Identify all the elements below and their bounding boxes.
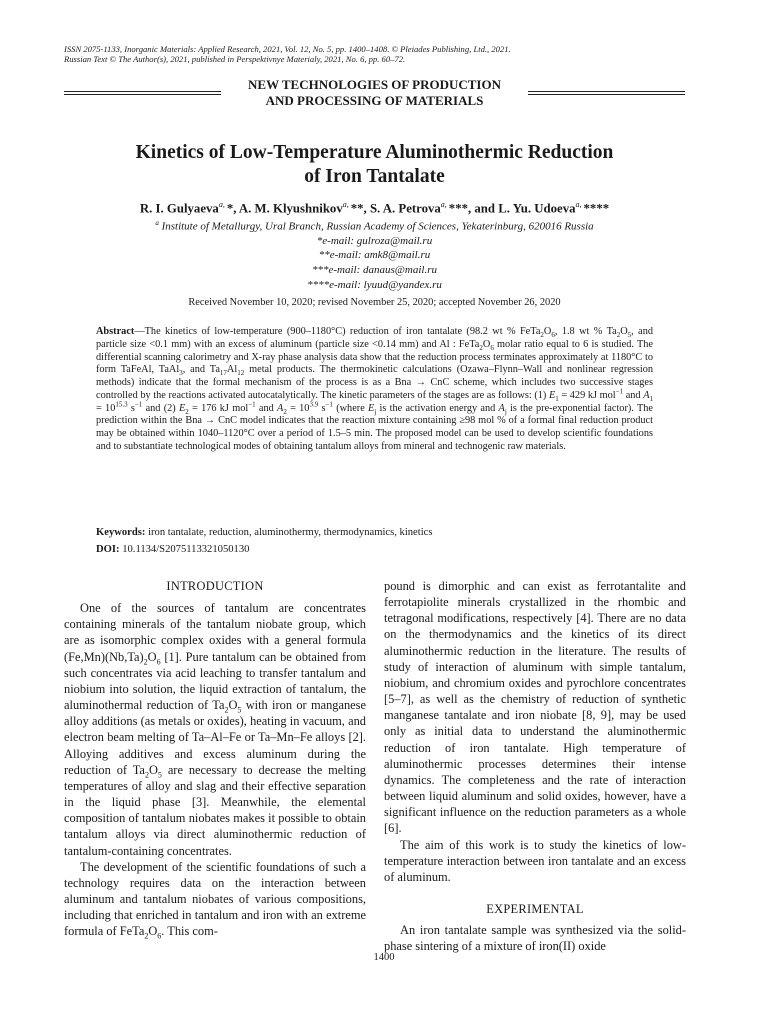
banner-rule-left [64,91,221,95]
abstract-text: (where [332,402,369,414]
paragraph-text: O [148,924,158,939]
email-mark: ***, and [448,201,499,216]
paragraph-text: O [147,649,157,664]
superscript: −1 [325,400,333,409]
article-title-line-1: Kinetics of Low-Temperature Aluminothermic Reduction [135,142,614,163]
doi-value: 10.1134/S2075113321050130 [119,544,250,555]
affiliation-text: Institute of Metallurgy, Ural Branch, Russian Academy of Sciences, Yekaterinburg, 620016 Russia [158,220,594,233]
abstract-text: s [318,402,326,414]
paragraph-text: The development of the scientific foundations of such a technology requires data on the interaction between aluminum and tantalum niobates of various compositions, including that enriched in tantalum and iron with an extreme formula of FeTa [64,859,366,939]
subscript: 2 [224,705,229,715]
math-symbol: A [498,402,505,414]
subscript: 6 [157,931,162,941]
affiliation-mark: a, [440,200,449,209]
abstract-text: = 10 [96,402,116,414]
affiliation-mark: a, [218,200,227,209]
doi-label: DOI: [96,544,120,555]
abstract-text: and [255,402,278,414]
abstract-label: Abstract [96,326,135,337]
subscript: 12 [237,369,245,378]
doi [96,543,653,556]
paragraph-text: [1]. Pure tantalum can be obtained from such concentrates via acid leaching to transfer tantalum and niobium into solution, the liquid extraction of tantalum, the aluminothermal reduction of Ta [64,649,366,713]
affiliation-mark: a [155,219,159,227]
abstract-text: molar ratio equal to 6 is studied. The differential scanning calorimetry and X-ray phase analysis data show that the reduction process terminates approximately at 1180°C to form TaFeAl, TaAl [96,338,653,376]
abstract-text: is the pre-exponential factor). The prediction within the Bna → CnC model indicates that the reaction mixture containing ≥98 mol % of a formal final reduction product may be obtained within 1040–1120°C over a period of 1.5–5 min. The proposed model can be used to develop scientific foundations and to substantiate technological modes of obtaining tantalum alloys from mineral and technogenic raw materials. [96,402,653,452]
abstract-text: , and particle size <0.1 mm) with an excess of aluminum (particle size <0.14 mm) and Al : FeTa [96,326,653,350]
abstract-text: metal products. The thermokinetic calculations (Ozawa–Flynn–Wall and nonlinear regression methods) indicate that the formal mechanism of the process is as a Bna → CnC scheme, which includes two successive stages controlled by the reactions activated autocatalytically. The kinetic parameters of the stages are as follows: (1) [96,364,654,401]
paragraph-text: O [228,698,238,713]
subscript: 2 [144,770,149,780]
abstract [96,326,653,454]
subscript: 5 [157,770,162,780]
author-name: S. A. Petrova [369,201,441,216]
math-symbol: E [178,402,186,414]
abstract-text: Al [226,364,238,376]
subscript: 2 [283,407,287,416]
paragraph-text: . This com- [161,924,218,939]
subscript: 2 [616,331,621,340]
math-symbol: E [368,402,375,414]
subscript: 2 [144,931,149,941]
abstract-text: —The kinetics of low-temperature (900–1180°C) reduction of iron tantalate (98.2 wt % FeTa [134,326,541,337]
superscript: 3.9 [309,400,319,409]
abstract-text: O [543,326,552,337]
keywords-text: iron tantalate, reduction, aluminothermy, thermodynamics, kinetics [145,527,433,538]
banner-rule-right [528,91,685,95]
subscript: 6 [490,343,494,352]
author-email: *e-mail: gulroza@mail.ru [316,235,433,247]
math-symbol: A [643,389,650,401]
abstract-text: = 429 kJ mol [558,389,616,401]
paragraph-text: One of the sources of tantalum are concentrates containing minerals of the tantalum niobate group, which are as isomorphic complex oxides with a general formula (Fe,Mn)(Nb,Ta) [64,601,366,664]
article-title [64,141,685,189]
author-email: ****e-mail: lyuud@yandex.ru [307,279,442,291]
keywords [96,526,653,539]
abstract-text: = 176 kJ mol [188,402,249,414]
paragraph: pound is dimorphic and can exist as ferrotantalite and ferrotapiolite minerals crystallized in the rhombic and tetragonal modifications, respectively [4]. There are no data on the thermodynamics and the kinetics of its direct aluminothermic reduction in the literature. The results of study of interaction of aluminum with simple tantalum, niobium, and chromium oxides and pyrochlore concentrates [5–7], as well as the chemistry of reduction of synthetic manganese tantalate and iron niobate [8, 9], may be used only as initial data to understand the aluminothermic reduction of iron tantalate. High temperature of aluminothermic processes determines their intense dynamics. The completeness and the rate of interaction between liquid aluminum and solid oxides, however, have a significant influence on the reduction parameters as a whole [6]. [384,579,686,836]
abstract-text: O [620,326,628,337]
abstract-text: O [482,338,491,350]
paragraph-text: are necessary to decrease the melting temperatures of alloy and slag and their effective separation in the liquid phase [3]. Meanwhile, the elemental composition of tantalum niobates makes it possible to obtain tantalum alloys via direct aluminothermic reduction of tantalum-containing concentrates. [64,762,366,858]
subscript: 6 [551,331,555,340]
author-name: R. I. Gulyaeva [139,201,219,216]
email-mark: *, [226,201,239,216]
journal-header-line-1: ISSN 2075-1133, Inorganic Materials: Applied Research, 2021, Vol. 12, No. 5, pp. 1400–1408. © Pleiades Publishing, Ltd., 2021. [64,44,511,54]
abstract-text: s [127,402,135,414]
abstract-text: , and Ta [182,364,220,376]
right-column [384,578,686,954]
subscript: 3 [179,369,183,378]
email-mark: **, [350,201,370,216]
section-heading-experimental: EXPERIMENTAL [486,901,584,916]
abstract-text: and [623,389,644,401]
paragraph-text: O [148,762,158,777]
abstract-text: is the activation energy and [376,402,499,414]
superscript: −1 [248,400,256,409]
subscript: 2 [143,657,148,667]
paragraph [64,859,366,940]
abstract-text: = 10 [286,402,310,414]
author-name: A. M. Klyushnikov [238,201,343,216]
subscript: 2 [185,407,189,416]
article-title-line-2: of Iron Tantalate [304,166,445,187]
superscript: 15.3 [115,400,128,409]
math-symbol: A [277,402,284,414]
subscript: 5 [627,331,632,340]
section-name-line-2: AND PROCESSING OF MATERIALS [265,93,484,108]
author-email: ***e-mail: danaus@mail.ru [311,264,437,276]
affiliation-mark: a, [575,200,584,209]
subscript: 1 [555,394,559,403]
affiliation [64,217,685,234]
received-dates: Received November 10, 2020; revised November 25, 2020; accepted November 26, 2020 [188,297,561,308]
affiliation-mark: a, [342,200,351,209]
subscript: 17 [219,369,227,378]
journal-header-line-2: Russian Text © The Author(s), 2021, published in Perspektivnye Materialy, 2021, No. 6, pp. 60–72. [64,54,406,64]
author-list [64,197,685,216]
email-mark: **** [583,201,610,216]
subscript: 2 [479,343,483,352]
paragraph-text: with iron or manganese alloy additions (as metals or oxides), heating in vacuum, and electron beam melting of Ta–Al–Fe or Ta–Mn–Fe alloys [2]. Alloying additives and excess aluminum during the reduction of Ta [64,698,366,777]
math-symbol: E [548,389,556,401]
author-name: L. Yu. Udoeva [498,201,576,216]
subscript: j [374,407,377,416]
paragraph: An iron tantalate sample was synthesized via the solid-phase sintering of a mixture of iron(II) oxide [384,923,686,954]
page-number: 1400 [373,952,395,963]
superscript: −1 [134,400,143,409]
abstract-text: , 1.8 wt % Ta [554,326,617,337]
subscript: 6 [156,657,161,667]
section-heading-introduction: INTRODUCTION [166,579,264,593]
paragraph: The aim of this work is to study the kinetics of low-temperature interaction between iron tantalate and an excess of aluminum. [384,837,686,884]
author-email: **e-mail: amk8@mail.ru [318,249,431,261]
section-name-line-1: NEW TECHNOLOGIES OF PRODUCTION [248,77,501,92]
subscript: 5 [237,705,242,715]
abstract-text: and (2) [142,402,179,414]
superscript: −1 [615,387,624,396]
keywords-label: Keywords: [96,527,146,538]
subscript: 2 [540,331,544,340]
paragraph [64,600,366,859]
section-banner [64,77,685,111]
subscript: j [504,407,507,416]
subscript: 1 [649,394,653,403]
left-column [64,578,366,939]
section-name [224,77,525,109]
